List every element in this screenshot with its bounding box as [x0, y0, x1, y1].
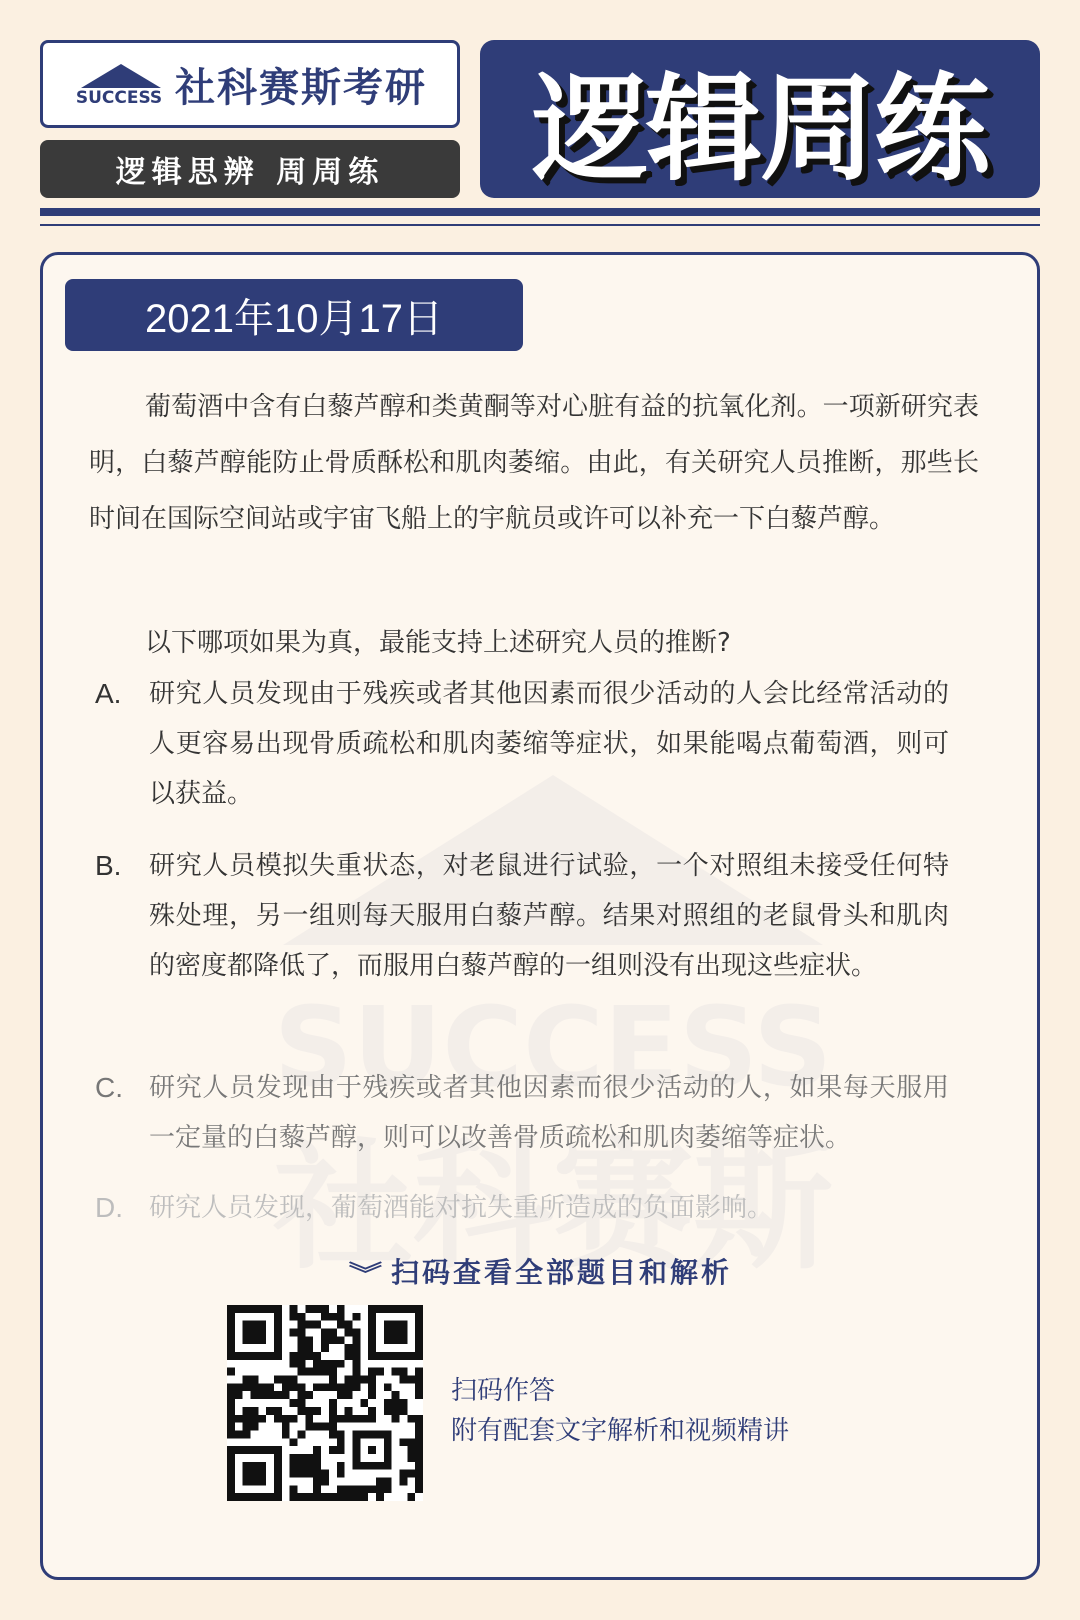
divider-thin [40, 224, 1040, 226]
question-stem: 以下哪项如果为真，最能支持上述研究人员的推断? [145, 628, 731, 658]
logo-roof-shape [81, 64, 161, 88]
option-letter: D. [95, 1192, 123, 1223]
brand-name: 社科赛斯考研 [175, 64, 427, 111]
option-text: 研究人员发现，葡萄酒能对抗失重所造成的负面影响。 [149, 1193, 774, 1223]
date-badge: 2021年10月17日 [65, 279, 523, 351]
option-letter: C. [95, 1072, 123, 1103]
double-chevron-down-icon: ︾ [348, 1259, 387, 1288]
divider-thick [40, 208, 1040, 216]
qr-caption-line1: 扫码作答 [451, 1376, 556, 1406]
option-text: 研究人员模拟失重状态，对老鼠进行试验，一个对照组未接受任何特殊处理，另一组则每天服用白藜芦醇。结果对照组的老鼠骨头和肌肉的密度都降低了，而服用白藜芦醇的一组则没有出现这些症状。 [149, 851, 949, 981]
option-b[interactable] [95, 841, 985, 991]
question-passage: 葡萄酒中含有白藜芦醇和类黄酮等对心脏有益的抗氧化剂。一项新研究表明，白藜芦醇能防止骨质酥松和肌肉萎缩。由此，有关研究人员推断，那些长时间在国际空间站或宇宙飞船上的宇航员或许可以补充一下白藜芦醇。 [89, 392, 979, 534]
page-title: 逻辑周练 [532, 60, 988, 197]
scan-prompt-label: 扫码查看全部题目和解析 [390, 1256, 732, 1289]
title-banner [480, 40, 1040, 198]
qr-code[interactable] [227, 1305, 423, 1501]
option-letter: B. [95, 850, 122, 881]
qr-caption-line2: 附有配套文字解析和视频精讲 [451, 1416, 790, 1446]
brand-box [40, 40, 460, 128]
qr-caption [451, 1371, 789, 1451]
tagline: 逻辑思辨 周周练 [40, 140, 460, 198]
option-letter: A. [95, 678, 122, 709]
question-card [40, 252, 1040, 1580]
scan-prompt[interactable] [43, 1251, 1040, 1291]
option-text: 研究人员发现由于残疾或者其他因素而很少活动的人会比经常活动的人更容易出现骨质疏松和肌肉萎缩等症状，如果能喝点葡萄酒，则可以获益。 [149, 679, 949, 809]
option-c[interactable] [95, 1063, 985, 1163]
option-a[interactable] [95, 669, 985, 819]
success-logo-icon [73, 58, 165, 110]
option-d[interactable] [95, 1183, 985, 1233]
logo-wordmark: SUCCESS [75, 88, 163, 108]
option-text: 研究人员发现由于残疾或者其他因素而很少活动的人，如果每天服用一定量的白藜芦醇，则可以改善骨质疏松和肌肉萎缩等症状。 [149, 1073, 949, 1153]
